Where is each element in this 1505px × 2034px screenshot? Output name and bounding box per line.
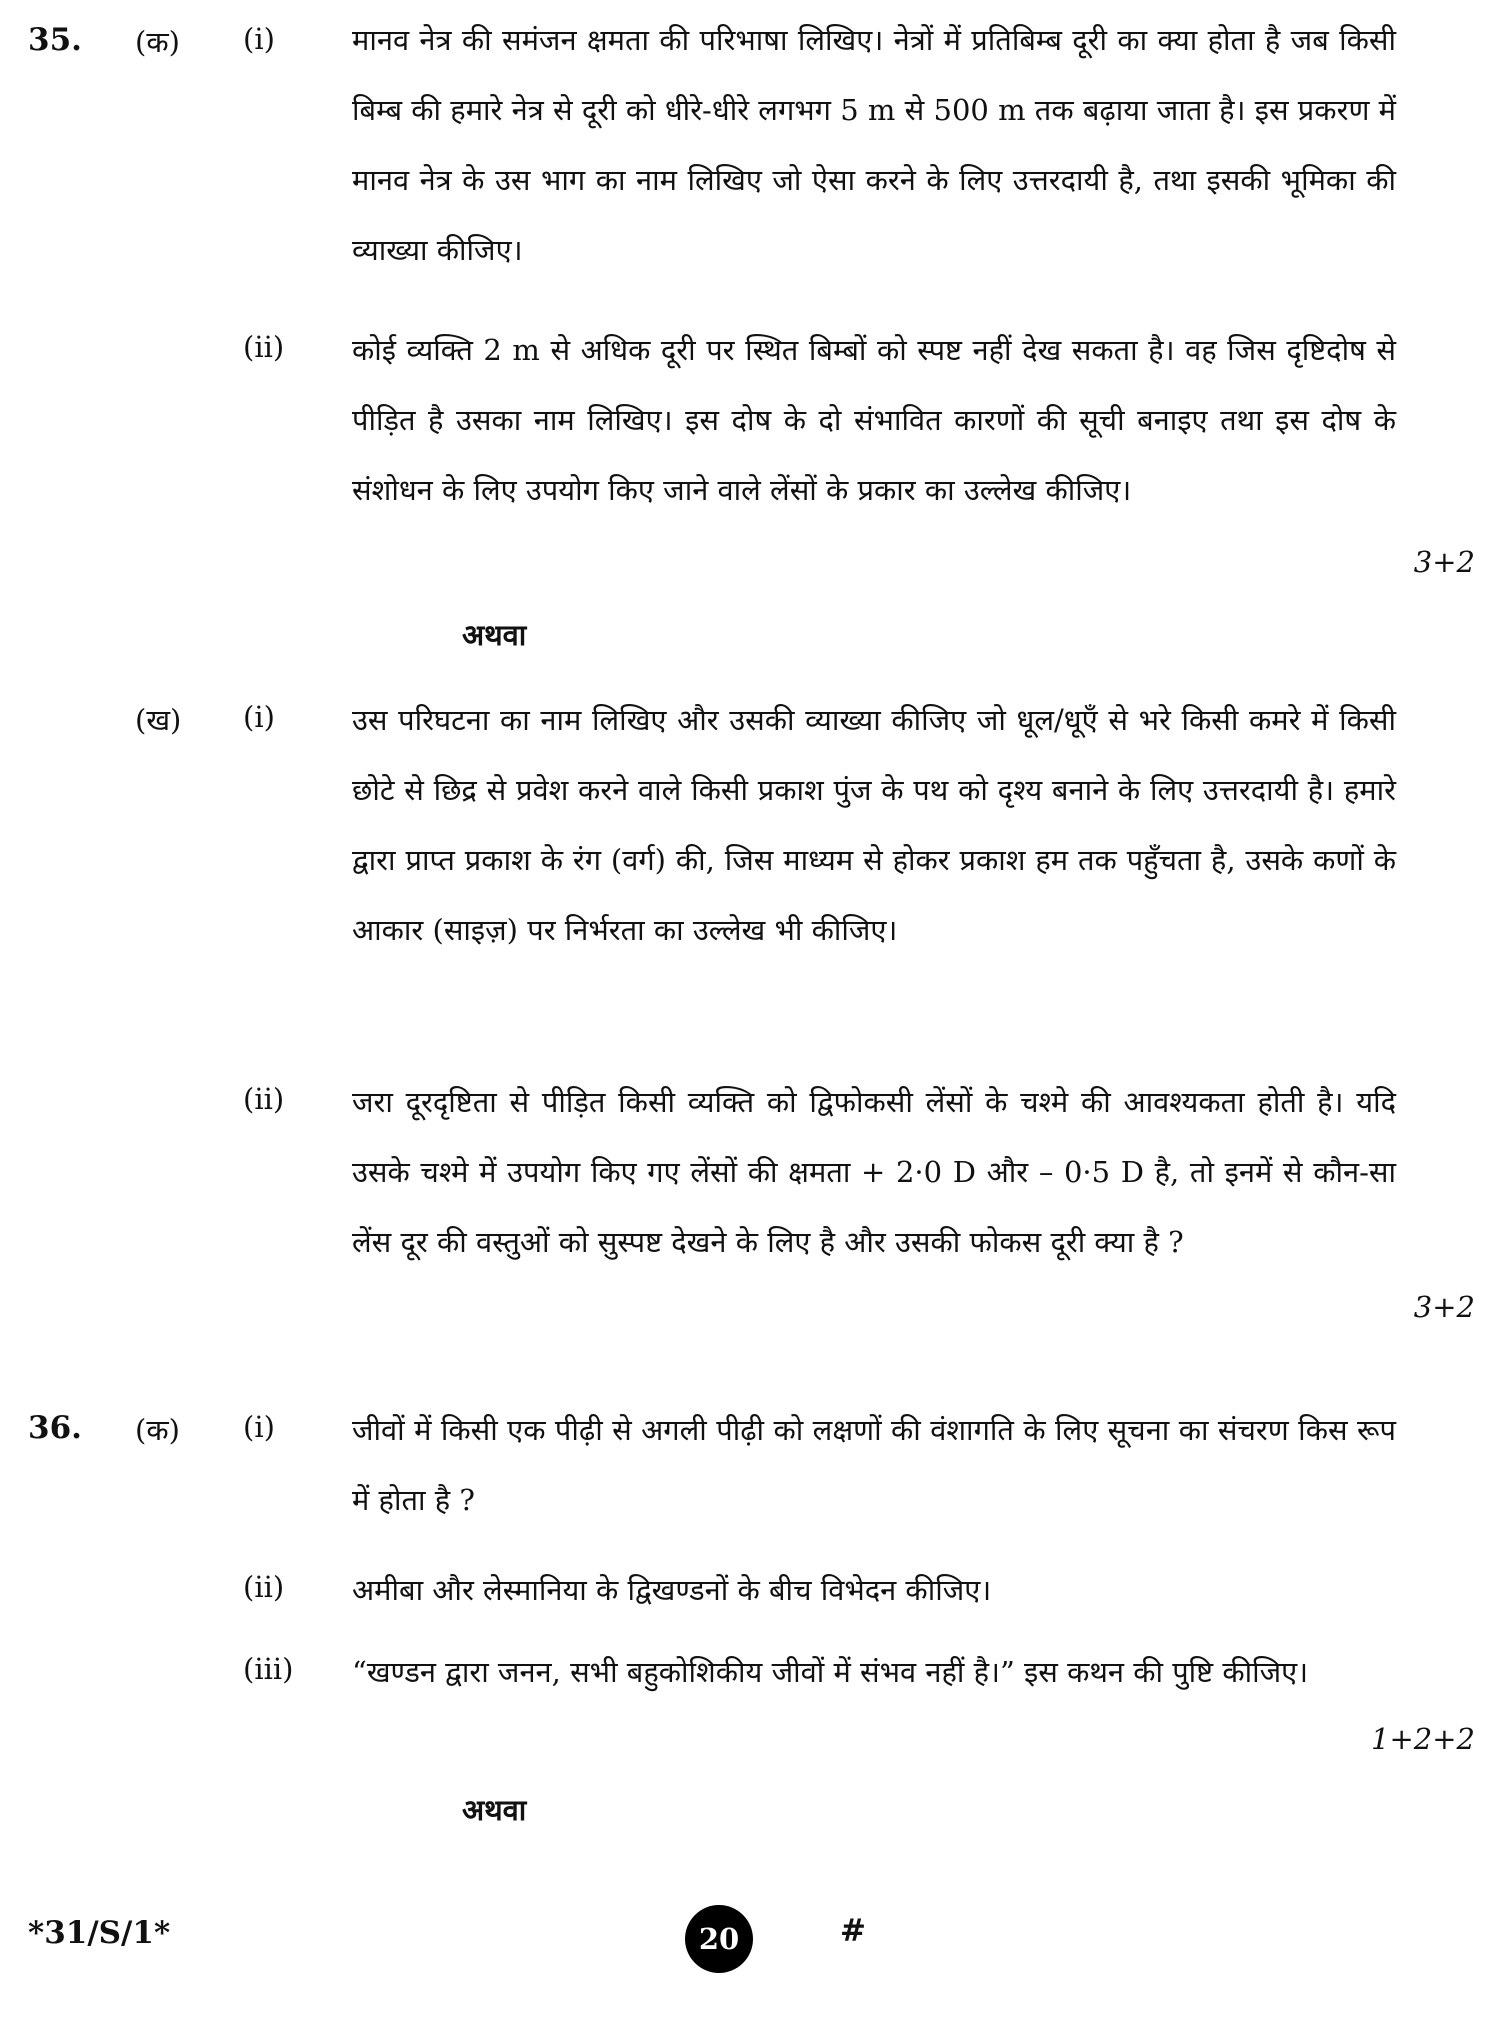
part-label: (क) (135, 25, 180, 59)
page-number: 20 (698, 1922, 740, 1956)
subpart-label: (ii) (243, 1570, 285, 1604)
or-separator: अथवा (462, 618, 527, 652)
subpart-label: (i) (243, 22, 275, 56)
part-label: (क) (135, 1413, 180, 1447)
question-text: अमीबा और लेस्मानिया के द्विखण्डनों के बीच विभेदन कीजिए। (352, 1573, 992, 1607)
subpart-label: (i) (243, 1410, 275, 1444)
question-text: जीवों में किसी एक पीढ़ी से अगली पीढ़ी को लक्षणों की वंशागति के लिए सूचना का संचरण किस रूप में होता है ? (352, 1413, 1396, 1517)
question-text: उस परिघटना का नाम लिखिए और उसकी व्याख्या कीजिए जो धूल/धूएँ से भरे किसी कमरे में किसी छोटे से छिद्र से प्रवेश करने वाले किसी प्रकाश पुंज के पथ को दृश्य बनाने के लिए उत्तरदायी है। हमारे द्वारा प्राप्त प्रकाश के रंग (वर्ग) की, जिस माध्यम से होकर प्रकाश हम तक पहुँचता है, उसके कणों के आकार (साइज़) पर निर्भरता का उल्लेख भी कीजिए। (352, 703, 1396, 947)
subpart-label: (ii) (243, 1082, 285, 1116)
marks: 3+2 (1413, 1290, 1475, 1324)
marks: 1+2+2 (1371, 1722, 1475, 1756)
subpart-label: (ii) (243, 330, 285, 364)
marks: 3+2 (1413, 545, 1475, 579)
part-label: (ख) (135, 703, 182, 737)
question-number: 35. (28, 22, 82, 58)
question-text: “खण्डन द्वारा जनन, सभी बहुकोशिकीय जीवों में संभव नहीं है।” इस कथन की पुष्टि कीजिए। (352, 1655, 1309, 1689)
question-text: कोई व्यक्ति 2 m से अधिक दूरी पर स्थित बिम्बों को स्पष्ट नहीं देख सकता है। वह जिस दृष्टिदोष से पीड़ित है उसका नाम लिखिए। इस दोष के दो संभावित कारणों की सूची बनाइए तथा इस दोष के संशोधन के लिए उपयोग किए जाने वाले लेंसों के प्रकार का उल्लेख कीजिए। (352, 333, 1396, 507)
question-number: 36. (28, 1410, 82, 1446)
subpart-label: (iii) (243, 1652, 294, 1686)
hash-symbol: # (840, 1913, 866, 1949)
paper-code: *31/S/1* (28, 1915, 171, 1951)
question-text: जरा दूरदृष्टिता से पीड़ित किसी व्यक्ति को द्विफोकसी लेंसों के चश्मे की आवश्यकता होती है। यदि उसके चश्मे में उपयोग किए गए लेंसों की क्षमता + 2·0 D और – 0·5 D है, तो इनमें से कौन-सा लेंस दूर की वस्तुओं को सुस्पष्ट देखने के लिए है और उसकी फोकस दूरी क्या है ? (352, 1085, 1396, 1259)
or-separator: अथवा (462, 1793, 527, 1827)
subpart-label: (i) (243, 700, 275, 734)
page-number-badge (685, 1905, 753, 1973)
question-text: मानव नेत्र की समंजन क्षमता की परिभाषा लिखिए। नेत्रों में प्रतिबिम्ब दूरी का क्या होता है जब किसी बिम्ब की हमारे नेत्र से दूरी को धीरे-धीरे लगभग 5 m से 500 m तक बढ़ाया जाता है। इस प्रकरण में मानव नेत्र के उस भाग का नाम लिखिए जो ऐसा करने के लिए उत्तरदायी है, तथा इसकी भूमिका की व्याख्या कीजिए। (352, 23, 1396, 267)
